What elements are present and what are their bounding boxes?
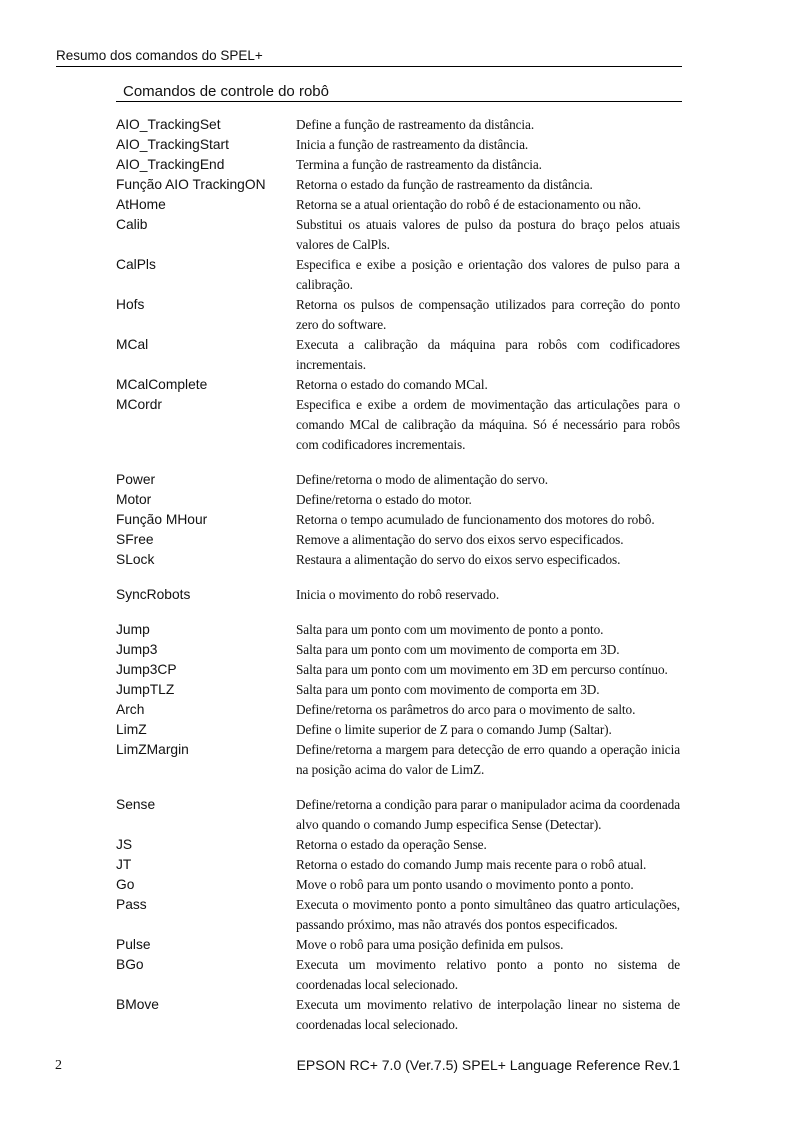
command-row	[116, 335, 682, 375]
command-name: AtHome	[116, 197, 166, 212]
command-row	[116, 875, 682, 895]
command-name: Calib	[116, 217, 148, 232]
command-name: Motor	[116, 492, 152, 507]
command-row	[116, 375, 682, 395]
page-header: Resumo dos comandos do SPEL+	[56, 48, 682, 67]
command-row	[116, 395, 682, 455]
command-description: Move o robô para uma posição definida em pulsos.	[296, 937, 564, 952]
command-name: BGo	[116, 957, 144, 972]
command-name: Hofs	[116, 297, 145, 312]
command-description: Salta para um ponto com um movimento em 3D em percurso contínuo.	[296, 662, 668, 677]
command-description: Define a função de rastreamento da distância.	[296, 117, 535, 132]
command-description: Termina a função de rastreamento da distância.	[296, 157, 542, 172]
command-row	[116, 835, 682, 855]
command-description: Salta para um ponto com um movimento de ponto a ponto.	[296, 622, 604, 637]
command-row	[116, 175, 682, 195]
command-row	[116, 295, 682, 335]
command-description: Especifica e exibe a posição e orientação dos valores de pulso para a calibração.	[296, 257, 680, 292]
command-description: Executa o movimento ponto a ponto simultâneo das quatro articulações, passando próximo, mas não através dos pontos especificados.	[296, 897, 680, 932]
command-name: Jump	[116, 622, 150, 637]
command-name: CalPls	[116, 257, 156, 272]
command-description: Restaura a alimentação do servo do eixos servo especificados.	[296, 552, 621, 567]
command-description: Define/retorna a margem para detecção de erro quando a operação inicia na posição acima do valor de LimZ.	[296, 742, 680, 777]
command-name: JS	[116, 837, 133, 852]
command-row	[116, 510, 682, 530]
footer-title: EPSON RC+ 7.0 (Ver.7.5) SPEL+ Language Reference Rev.1	[296, 1057, 680, 1073]
command-name: Power	[116, 472, 156, 487]
command-description: Executa um movimento relativo ponto a ponto no sistema de coordenadas local selecionado.	[296, 957, 680, 992]
command-description: Especifica e exibe a ordem de movimentação das articulações para o comando MCal de calibração da máquina. Só é necessário para robôs com codificadores incrementais.	[296, 397, 680, 452]
command-row	[116, 135, 682, 155]
command-name: BMove	[116, 997, 159, 1012]
command-description: Inicia a função de rastreamento da distância.	[296, 137, 529, 152]
command-name: Sense	[116, 797, 156, 812]
command-row	[116, 115, 682, 135]
command-name: MCal	[116, 337, 149, 352]
command-row	[116, 155, 682, 175]
command-row	[116, 195, 682, 215]
command-description: Substitui os atuais valores de pulso da postura do braço pelos atuais valores de CalPls.	[296, 217, 680, 252]
command-description: Inicia o movimento do robô reservado.	[296, 587, 500, 602]
command-name: Arch	[116, 702, 145, 717]
command-row	[116, 680, 682, 700]
command-name: AIO_TrackingStart	[116, 137, 229, 152]
command-name: SFree	[116, 532, 154, 547]
command-name: Pass	[116, 897, 147, 912]
command-name: Pulse	[116, 937, 151, 952]
command-row	[116, 855, 682, 875]
command-row	[116, 490, 682, 510]
command-row	[116, 740, 682, 780]
command-description: Define/retorna os parâmetros do arco para o movimento de salto.	[296, 702, 636, 717]
command-description: Move o robô para um ponto usando o movimento ponto a ponto.	[296, 877, 634, 892]
command-description: Remove a alimentação do servo dos eixos servo especificados.	[296, 532, 624, 547]
command-name: Função AIO TrackingON	[116, 177, 266, 192]
command-name: Jump3CP	[116, 662, 177, 677]
command-description: Salta para um ponto com um movimento de comporta em 3D.	[296, 642, 620, 657]
command-description: Retorna o estado da função de rastreamento da distância.	[296, 177, 593, 192]
command-row	[116, 550, 682, 570]
command-row	[116, 935, 682, 955]
command-row	[116, 995, 682, 1035]
command-row	[116, 720, 682, 740]
page-number: 2	[55, 1058, 62, 1073]
command-name: Go	[116, 877, 135, 892]
command-description: Retorna o tempo acumulado de funcionamento dos motores do robô.	[296, 512, 655, 527]
command-name: SLock	[116, 552, 155, 567]
command-table	[116, 115, 682, 1035]
command-row	[116, 620, 682, 640]
command-name: JumpTLZ	[116, 682, 175, 697]
command-description: Define/retorna a condição para parar o manipulador acima da coordenada alvo quando o comando Jump especifica Sense (Detectar).	[296, 797, 680, 832]
command-row	[116, 215, 682, 255]
section-title: Comandos de controle do robô	[116, 83, 682, 102]
command-row	[116, 640, 682, 660]
command-row	[116, 585, 682, 605]
command-name: Jump3	[116, 642, 158, 657]
command-name: JT	[116, 857, 132, 872]
command-name: SyncRobots	[116, 587, 191, 602]
command-row	[116, 255, 682, 295]
command-name: MCordr	[116, 397, 162, 412]
command-row	[116, 470, 682, 490]
command-description: Executa um movimento relativo de interpolação linear no sistema de coordenadas local selecionado.	[296, 997, 680, 1032]
command-description: Retorna se a atual orientação do robô é de estacionamento ou não.	[296, 197, 641, 212]
command-description: Retorna o estado do comando MCal.	[296, 377, 488, 392]
command-description: Retorna o estado da operação Sense.	[296, 837, 487, 852]
command-description: Salta para um ponto com movimento de comporta em 3D.	[296, 682, 600, 697]
command-name: MCalComplete	[116, 377, 208, 392]
command-name: AIO_TrackingEnd	[116, 157, 225, 172]
command-name: AIO_TrackingSet	[116, 117, 221, 132]
command-description: Define o limite superior de Z para o comando Jump (Saltar).	[296, 722, 612, 737]
command-description: Executa a calibração da máquina para robôs com codificadores incrementais.	[296, 337, 680, 372]
command-name: LimZMargin	[116, 742, 189, 757]
command-description: Retorna o estado do comando Jump mais recente para o robô atual.	[296, 857, 647, 872]
command-row	[116, 795, 682, 835]
command-row	[116, 895, 682, 935]
command-description: Define/retorna o estado do motor.	[296, 492, 472, 507]
command-name: LimZ	[116, 722, 147, 737]
command-row	[116, 530, 682, 550]
command-row	[116, 955, 682, 995]
command-name: Função MHour	[116, 512, 208, 527]
command-description: Define/retorna o modo de alimentação do servo.	[296, 472, 549, 487]
command-row	[116, 700, 682, 720]
command-description: Retorna os pulsos de compensação utilizados para correção do ponto zero do software.	[296, 297, 680, 332]
command-row	[116, 660, 682, 680]
